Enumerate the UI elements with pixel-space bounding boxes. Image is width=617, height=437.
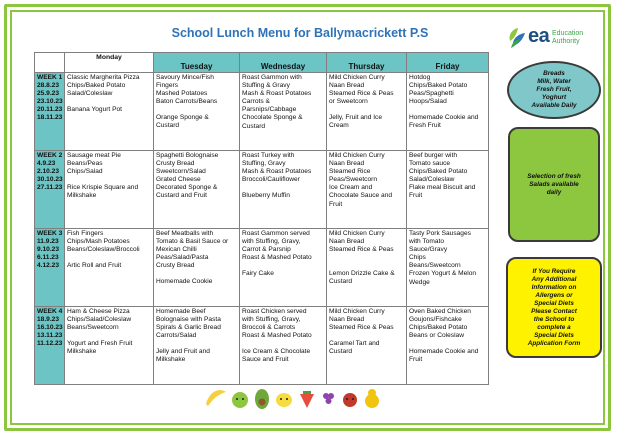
avocado-icon xyxy=(255,389,269,409)
week-label-cell xyxy=(35,229,65,307)
menu-item-line: Tasty Pork Sausages xyxy=(409,230,471,237)
menu-cell-thursday xyxy=(327,229,407,307)
menu-item-line: Beans/Sweetcorn xyxy=(67,324,119,332)
menu-item-line: Hotdog xyxy=(409,74,431,81)
week-label-line: 9.10.23 xyxy=(37,246,59,254)
menu-item-line: Homemade Cookie and xyxy=(409,348,479,356)
day-header-thursday: Thursday xyxy=(327,53,407,73)
menu-item-line: Caramel Tart and xyxy=(329,340,380,348)
menu-item-line: Ice Cream and xyxy=(329,184,373,192)
note-line: Yoghurt xyxy=(541,94,567,101)
menu-item-line: Mild Chicken Curry xyxy=(329,74,385,81)
menu-item-line: with Stuffing, Gravy, xyxy=(242,238,301,246)
menu-cell-friday xyxy=(407,151,489,229)
note-line: Information on xyxy=(531,283,577,291)
menu-item-line: Roast & Mashed Potato xyxy=(242,332,312,340)
line-spacer xyxy=(329,106,404,114)
menu-item-line: Chocolate Sponge & xyxy=(242,114,303,122)
menu-cell-monday xyxy=(65,151,154,229)
strawberry-icon xyxy=(300,391,314,408)
menu-item-line: Chips/Baked Potato xyxy=(409,168,468,176)
menu-item-line: Custard xyxy=(329,348,353,356)
note-line: Salads available xyxy=(529,180,579,188)
menu-item-line: Mashed Potatoes xyxy=(156,90,208,98)
line-spacer xyxy=(242,262,324,270)
table-row xyxy=(35,73,489,151)
menu-item-line: Steamed Rice & Peas xyxy=(329,324,394,332)
line-spacer xyxy=(329,254,404,262)
menu-item-line: Homemade Cookie and xyxy=(409,114,479,122)
menu-cell-monday xyxy=(65,73,154,151)
menu-item-line: Steamed Rice & Peas xyxy=(329,246,394,254)
note-line: Special Diets xyxy=(534,299,574,307)
menu-item-line: Steamed Rice & Peas xyxy=(329,90,394,98)
menu-item-line: Homemade Cookie xyxy=(156,278,213,286)
week-label-line: 20.11.23 xyxy=(37,106,63,114)
note-line: Any Additional xyxy=(531,275,577,283)
week-label-line: 27.11.23 xyxy=(37,184,63,192)
menu-item-line: Yogurt and Fresh Fruit xyxy=(67,340,133,348)
menu-item-line: Wedge xyxy=(409,278,430,286)
menu-item-line: Jelly, Fruit and Ice xyxy=(329,114,383,122)
note-line: Milk, Water xyxy=(537,78,571,85)
menu-item-line: Sausage meat Pie xyxy=(67,152,121,159)
menu-item-line: Jelly and Fruit and xyxy=(156,348,210,356)
menu-item-line: Fish Fingers xyxy=(67,230,104,237)
line-spacer xyxy=(156,340,237,348)
menu-item-line: with Tomato xyxy=(409,238,445,246)
note-line: Available Daily xyxy=(531,102,577,109)
line-spacer xyxy=(329,332,404,340)
menu-cell-tuesday xyxy=(154,73,240,151)
menu-item-line: Mash & Roast Potatoes xyxy=(242,90,312,98)
week-label-cell xyxy=(35,73,65,151)
menu-cell-wednesday xyxy=(240,307,327,385)
menu-cell-wednesday xyxy=(240,151,327,229)
banana-icon xyxy=(206,390,226,406)
menu-item-line: Crusty Bread xyxy=(156,262,195,270)
menu-item-line: Sauce/Gravy xyxy=(409,246,448,254)
menu-item-line: Fruit xyxy=(409,356,423,364)
menu-item-line: Ice Cream & Chocolate xyxy=(242,348,311,356)
menu-item-line: Hoops/Salad xyxy=(409,98,447,106)
menu-item-line: Decorated Sponge & xyxy=(156,184,218,192)
pear-icon xyxy=(365,389,379,408)
table-row xyxy=(35,229,489,307)
menu-item-line: Orange Sponge & xyxy=(156,114,209,122)
menu-item-line: Carrot & Parsnip xyxy=(242,246,291,254)
week-label-line: WEEK 3 xyxy=(37,230,63,237)
menu-item-line: Fresh Fruit xyxy=(409,122,441,130)
menu-item-line: Spaghetti Bolognaise xyxy=(156,152,219,159)
menu-item-line: Peas/Salad/Pasta xyxy=(156,254,209,262)
menu-item-line: Milkshake xyxy=(67,348,97,356)
menu-item-line: Chips/Baked Potato xyxy=(409,82,468,90)
lunch-menu-table xyxy=(34,52,489,385)
menu-item-line: Stuffing & Gravy xyxy=(242,82,290,90)
menu-cell-friday xyxy=(407,73,489,151)
note-line: Allergens or xyxy=(535,291,573,299)
menu-item-line: Beans/Coleslaw/Broccoli xyxy=(67,246,140,254)
menu-item-line: Stuffing, Gravy xyxy=(242,160,286,168)
day-header-wednesday: Wednesday xyxy=(240,53,327,73)
menu-cell-tuesday xyxy=(154,307,240,385)
logo-text: Education Authority xyxy=(552,30,584,45)
menu-item-line: Ham & Cheese Pizza xyxy=(67,308,130,315)
table-corner xyxy=(35,53,65,73)
daily-items-note xyxy=(507,61,601,119)
note-line: daily xyxy=(546,188,562,196)
day-header-monday: Monday xyxy=(65,53,154,73)
menu-item-line: Milkshake xyxy=(67,192,97,200)
day-header-friday: Friday xyxy=(407,53,489,73)
menu-item-line: Banana Yogurt Pot xyxy=(67,106,122,114)
menu-item-line: Naan Bread xyxy=(329,316,365,324)
menu-item-line: Steamed Rice xyxy=(329,168,371,176)
menu-item-line: Savoury Mince/Fish xyxy=(156,74,214,81)
menu-item-line: Naan Bread xyxy=(329,238,365,246)
menu-item-line: Chips/Baked Potato xyxy=(409,324,468,332)
note-line: Special Diets xyxy=(534,331,574,339)
week-label-line: 4.12.23 xyxy=(37,262,59,270)
menu-item-line: Peas/Spaghetti xyxy=(409,90,454,98)
note-line: Please Contact xyxy=(531,307,577,315)
menu-item-line: Tomato sauce xyxy=(409,160,451,168)
week-label-line: 16.10.23 xyxy=(37,324,63,332)
plum-icon xyxy=(343,393,357,407)
week-label-cell xyxy=(35,307,65,385)
menu-cell-wednesday xyxy=(240,73,327,151)
line-spacer xyxy=(67,254,151,262)
week-label-line: 25.9.23 xyxy=(37,90,59,98)
menu-item-line: Mild Chicken Curry xyxy=(329,308,385,315)
line-spacer xyxy=(242,184,324,192)
menu-item-line: Fairy Cake xyxy=(242,270,274,278)
note-line: Selection of fresh xyxy=(527,172,581,180)
week-label-line: 13.11.23 xyxy=(37,332,63,340)
menu-cell-friday xyxy=(407,307,489,385)
table-row xyxy=(35,151,489,229)
menu-item-line: Blueberry Muffin xyxy=(242,192,290,200)
menu-item-line: Beans/Peas xyxy=(67,160,103,168)
menu-cell-friday xyxy=(407,229,489,307)
menu-item-line: Mild Chicken Curry xyxy=(329,230,385,237)
menu-item-line: Fruit xyxy=(329,200,343,208)
apple-icon xyxy=(232,392,248,408)
menu-item-line: Classic Margherita Pizza xyxy=(67,74,140,81)
week-label-line: 11.9.23 xyxy=(37,238,59,246)
week-label-line: WEEK 2 xyxy=(37,152,63,159)
menu-item-line: Tomato & Basil Sauce or xyxy=(156,238,229,246)
menu-item-line: Mash & Roast Potatoes xyxy=(242,168,312,176)
ea-logo xyxy=(507,26,607,54)
menu-item-line: Bolognaise with Pasta xyxy=(156,316,221,324)
menu-item-line: Carrots & xyxy=(242,98,270,106)
menu-item-line: Salad/Coleslaw xyxy=(409,176,455,184)
week-label-line: 18.9.23 xyxy=(37,316,59,324)
menu-item-line: with Stuffing, Gravy, xyxy=(242,316,301,324)
menu-item-line: Beef Meatballs with xyxy=(156,230,214,237)
menu-cell-monday xyxy=(65,229,154,307)
menu-item-line: Roast Gammon with xyxy=(242,74,302,81)
line-spacer xyxy=(67,176,151,184)
menu-item-line: Chips/Salad/Coleslaw xyxy=(67,316,132,324)
grape-icon xyxy=(323,393,334,404)
menu-cell-thursday xyxy=(327,307,407,385)
page-title: School Lunch Menu for Ballymacrickett P.S xyxy=(171,26,429,40)
menu-item-line: Peas/Sweetcorn xyxy=(329,176,378,184)
menu-item-line: Chips/Mash Potatoes xyxy=(67,238,130,246)
menu-item-line: Carrots/Salad xyxy=(156,332,197,340)
menu-item-line: Oven Baked Chicken xyxy=(409,308,471,315)
day-header-tuesday: Tuesday xyxy=(154,53,240,73)
week-label-line: 28.8.23 xyxy=(37,82,59,90)
menu-cell-wednesday xyxy=(240,229,327,307)
menu-item-line: or Sweetcorn xyxy=(329,98,368,106)
week-label-line: WEEK 1 xyxy=(37,74,63,81)
menu-item-line: Chips/Baked Potato xyxy=(67,82,126,90)
lemon-icon xyxy=(276,393,292,407)
menu-item-line: Custard xyxy=(242,122,266,130)
menu-item-line: Broccoli/Cauliflower xyxy=(242,176,300,184)
menu-item-line: Artic Roll and Fruit xyxy=(67,262,122,270)
menu-item-line: Beans/Sweetcorn xyxy=(409,262,461,270)
line-spacer xyxy=(329,262,404,270)
menu-item-line: Chocolate Sauce and xyxy=(329,192,393,200)
menu-item-line: Roast & Mashed Potato xyxy=(242,254,312,262)
menu-item-line: Goujons/Fishcake xyxy=(409,316,462,324)
menu-item-line: Broccoli & Carrots xyxy=(242,324,296,332)
note-line: Breads xyxy=(543,70,565,77)
menu-cell-thursday xyxy=(327,151,407,229)
menu-item-line: Custard xyxy=(329,278,353,286)
menu-cell-tuesday xyxy=(154,151,240,229)
menu-item-line: Roast Chicken served xyxy=(242,308,307,315)
menu-item-line: Sauce and Fruit xyxy=(242,356,289,364)
menu-item-line: Roast Gammon served xyxy=(242,230,310,237)
week-label-line: 6.11.23 xyxy=(37,254,59,262)
menu-item-line: Flake meal Biscuit and xyxy=(409,184,476,192)
line-spacer xyxy=(409,106,486,114)
leaf-icon xyxy=(507,27,527,51)
menu-cell-tuesday xyxy=(154,229,240,307)
line-spacer xyxy=(156,270,237,278)
allergens-note xyxy=(506,257,602,358)
note-line: the School to xyxy=(533,315,575,323)
menu-item-line: Naan Bread xyxy=(329,82,365,90)
menu-item-line: Sweetcorn/Salad xyxy=(156,168,206,176)
menu-item-line: Cream xyxy=(329,122,349,130)
week-label-line: 11.12.23 xyxy=(37,340,63,348)
week-label-cell xyxy=(35,151,65,229)
menu-item-line: Chips xyxy=(409,254,426,262)
menu-item-line: Salad/Coleslaw xyxy=(67,90,113,98)
note-line: If You Require xyxy=(532,267,576,275)
line-spacer xyxy=(409,340,486,348)
line-spacer xyxy=(156,106,237,114)
salads-note xyxy=(508,127,600,242)
fruit-characters-illustration xyxy=(200,384,390,410)
menu-item-line: Frozen Yogurt & Melon xyxy=(409,270,477,278)
menu-item-line: Rice Krispie Square and xyxy=(67,184,139,192)
menu-item-line: Fingers xyxy=(156,82,178,90)
menu-item-line: Roast Turkey with xyxy=(242,152,295,159)
menu-item-line: Crusty Bread xyxy=(156,160,195,168)
menu-item-line: Chips/Salad xyxy=(67,168,103,176)
logo-mark: ea xyxy=(528,25,550,47)
menu-item-line: Mexican Chilli xyxy=(156,246,197,254)
line-spacer xyxy=(67,98,151,106)
table-row xyxy=(35,307,489,385)
menu-item-line: Naan Bread xyxy=(329,160,365,168)
menu-item-line: Mild Chicken Curry xyxy=(329,152,385,159)
week-label-line: 4.9.23 xyxy=(37,160,56,168)
menu-cell-thursday xyxy=(327,73,407,151)
menu-item-line: Beef burger with xyxy=(409,152,458,159)
menu-item-line: Parsnips/Cabbage xyxy=(242,106,297,114)
week-label-line: 30.10.23 xyxy=(37,176,63,184)
menu-item-line: Homemade Beef xyxy=(156,308,206,315)
week-label-line: WEEK 4 xyxy=(37,308,63,315)
menu-cell-monday xyxy=(65,307,154,385)
menu-item-line: Custard and Fruit xyxy=(156,192,207,200)
menu-item-line: Fruit xyxy=(409,192,423,200)
menu-item-line: Milkshake xyxy=(156,356,186,364)
menu-item-line: Spirals & Garlic Bread xyxy=(156,324,221,332)
menu-item-line: Custard xyxy=(156,122,180,130)
note-line: Application Form xyxy=(527,339,581,347)
menu-item-line: Lemon Drizzle Cake & xyxy=(329,270,395,278)
line-spacer xyxy=(242,340,324,348)
week-label-line: 23.10.23 xyxy=(37,98,63,106)
week-label-line: 18.11.23 xyxy=(37,114,63,122)
note-line: Fresh Fruit, xyxy=(536,86,572,93)
week-label-line: 2.10.23 xyxy=(37,168,59,176)
menu-item-line: Baton Carrots/Beans xyxy=(156,98,218,106)
menu-item-line: Grated Cheese xyxy=(156,176,201,184)
line-spacer xyxy=(67,332,151,340)
note-line: complete a xyxy=(537,323,571,331)
menu-item-line: Beans or Coleslaw xyxy=(409,332,464,340)
